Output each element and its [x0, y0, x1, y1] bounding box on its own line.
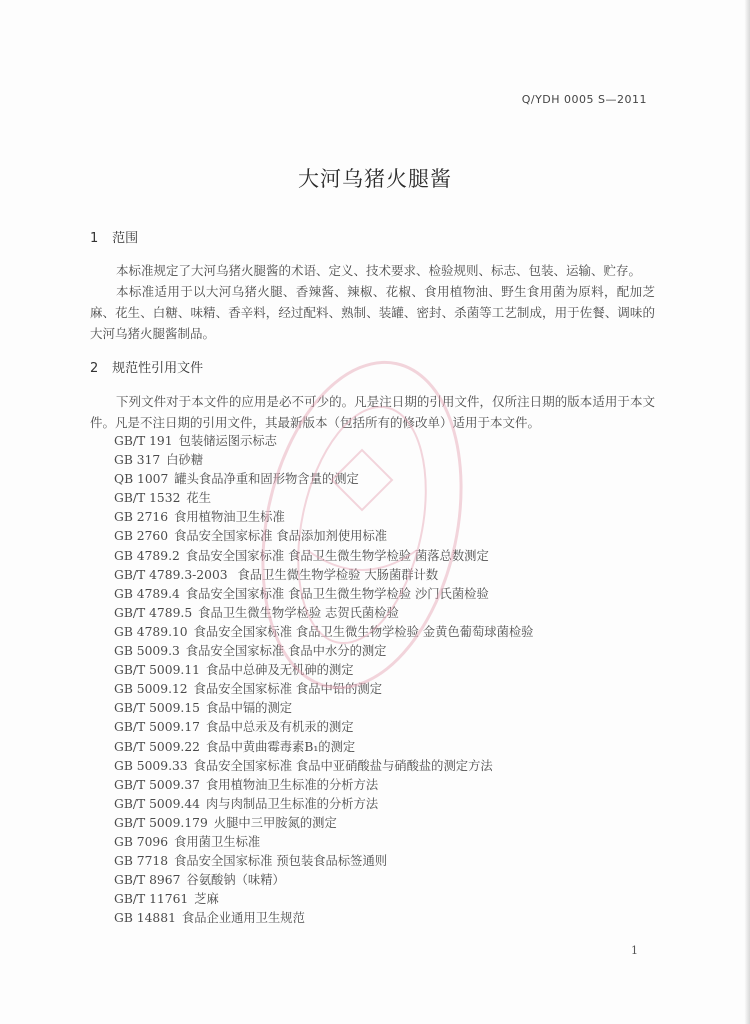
- reference-title: 食品企业通用卫生规范: [181, 911, 305, 926]
- reference-title: 食用植物油卫生标准的分析方法: [205, 777, 379, 792]
- reference-code: GB/T 5009.17: [114, 720, 200, 735]
- reference-code: GB/T 191: [114, 434, 173, 448]
- reference-item: [114, 814, 533, 833]
- reference-item: [114, 738, 533, 757]
- reference-code: GB 2760: [114, 529, 169, 544]
- reference-code: GB/T 4789.5: [114, 605, 193, 620]
- reference-code: GB/T 5009.11: [114, 663, 200, 678]
- reference-item: [114, 547, 533, 566]
- reference-item: [114, 757, 533, 776]
- reference-title: 食品安全国家标准 食品添加剂使用标准: [174, 529, 388, 544]
- reference-code: GB 7096: [114, 834, 169, 849]
- reference-code: GB/T 5009.37: [114, 777, 200, 792]
- reference-code: GB/T 5009.179: [114, 815, 208, 830]
- reference-item: [114, 680, 533, 699]
- reference-item: [114, 795, 533, 814]
- reference-title: 食品卫生微生物学检验 大肠菌群计数: [233, 567, 439, 582]
- reference-code: GB/T 8967: [114, 873, 181, 888]
- section-2-title: 规范性引用文件: [112, 361, 204, 376]
- reference-title: 食品中镉的测定: [205, 701, 293, 716]
- section-2-number: 2: [90, 361, 99, 376]
- page-number: 1: [631, 944, 638, 957]
- reference-code: QB 1007: [114, 472, 169, 487]
- reference-title: 食品安全国家标准 食品中水分的测定: [185, 644, 387, 659]
- reference-title: 食品安全国家标准 食品中亚硝酸盐与硝酸盐的测定方法: [193, 758, 493, 773]
- reference-title: 食品安全国家标准 预包装食品标签通则: [174, 854, 388, 869]
- reference-item: [114, 527, 533, 546]
- section-1-title: 范围: [112, 231, 139, 246]
- reference-title: 食品卫生微生物学检验 志贺氏菌检验: [198, 605, 399, 620]
- reference-code: GB 5009.12: [114, 682, 188, 697]
- reference-item: [114, 470, 533, 489]
- reference-title: 食品中黄曲霉毒素B₁的测定: [205, 739, 356, 754]
- reference-item: [114, 432, 533, 451]
- reference-code: GB/T 4789.3-2003: [114, 567, 228, 582]
- references-intro: 下列文件对于本文件的应用是必不可少的。凡是注日期的引用文件，仅所注日期的版本适用于本文件。凡是不注日期的引用文件，其最新版本（包括所有的修改单）适用于本文件。: [90, 394, 655, 430]
- reference-item: [114, 871, 533, 890]
- section-1-number: 1: [90, 231, 99, 246]
- reference-title: 食品安全国家标准 食品卫生微生物学检验 菌落总数测定: [185, 548, 489, 563]
- reference-item: [114, 776, 533, 795]
- reference-title: 食用菌卫生标准: [174, 834, 261, 849]
- reference-title: 食品中总汞及有机汞的测定: [205, 720, 354, 735]
- reference-title: 食品安全国家标准 食品卫生微生物学检验 金黄色葡萄球菌检验: [193, 624, 534, 639]
- reference-item: [114, 718, 533, 737]
- page-title: 大河乌猪火腿酱: [298, 167, 452, 191]
- reference-title: 谷氨酸钠（味精）: [186, 873, 285, 888]
- reference-code: GB 7718: [114, 854, 169, 869]
- reference-title: 包装储运图示标志: [178, 434, 277, 448]
- reference-code: GB/T 11761: [114, 892, 189, 907]
- reference-code: GB 4789.10: [114, 624, 188, 639]
- section-1-heading: [90, 227, 138, 246]
- reference-code: GB/T 1532: [114, 491, 181, 506]
- reference-item: [114, 852, 533, 871]
- reference-code: GB 317: [114, 453, 161, 468]
- reference-code: GB 2716: [114, 510, 169, 525]
- reference-item: [114, 489, 533, 508]
- reference-title: 芝麻: [194, 892, 219, 907]
- reference-title: 白砂糖: [166, 453, 204, 468]
- scope-paragraph-2: 本标准适用于以大河乌猪火腿、香辣酱、辣椒、花椒、食用植物油、野生食用菌为原料，配加芝麻、花生、白糖、味精、香辛料，经过配料、熟制、装罐、密封、杀菌等工艺制成，用于佐餐、调味的大河乌猪火腿酱制品。: [90, 284, 655, 341]
- reference-code: GB/T 5009.15: [114, 701, 200, 716]
- reference-title: 食品安全国家标准 食品卫生微生物学检验 沙门氏菌检验: [185, 586, 489, 601]
- reference-code: GB/T 5009.22: [114, 739, 200, 754]
- reference-item: [114, 451, 533, 470]
- scope-paragraph-1: 本标准规定了大河乌猪火腿酱的术语、定义、技术要求、检验规则、标志、包装、运输、贮存。: [116, 263, 642, 278]
- reference-code: GB 14881: [114, 911, 176, 926]
- reference-title: 食用植物油卫生标准: [174, 510, 285, 525]
- reference-title: 肉与肉制品卫生标准的分析方法: [205, 796, 379, 811]
- reference-code: GB 5009.33: [114, 758, 188, 773]
- reference-code: GB/T 5009.44: [114, 796, 200, 811]
- scan-edge-shadow: [744, 0, 750, 1024]
- reference-code: GB 4789.2: [114, 548, 180, 563]
- reference-item: [114, 661, 533, 680]
- reference-item: [114, 585, 533, 604]
- reference-title: 火腿中三甲胺氮的测定: [213, 815, 337, 830]
- reference-code: GB 4789.4: [114, 586, 180, 601]
- section-2-heading: [90, 357, 203, 376]
- reference-list: [114, 432, 533, 928]
- reference-title: 花生: [186, 491, 212, 506]
- reference-item: [114, 623, 533, 642]
- reference-item: [114, 833, 533, 852]
- reference-item: [114, 604, 533, 623]
- reference-item: [114, 642, 533, 661]
- reference-title: 罐头食品净重和固形物含量的测定: [174, 472, 359, 487]
- reference-item: [114, 508, 533, 527]
- reference-item: [114, 699, 533, 718]
- reference-title: 食品中总砷及无机砷的测定: [205, 663, 354, 678]
- standard-code: Q/YDH 0005 S—2011: [521, 93, 647, 106]
- reference-item: [114, 566, 533, 585]
- reference-code: GB 5009.3: [114, 644, 180, 659]
- reference-item: [114, 909, 533, 928]
- reference-item: [114, 890, 533, 909]
- reference-title: 食品安全国家标准 食品中铅的测定: [193, 682, 382, 697]
